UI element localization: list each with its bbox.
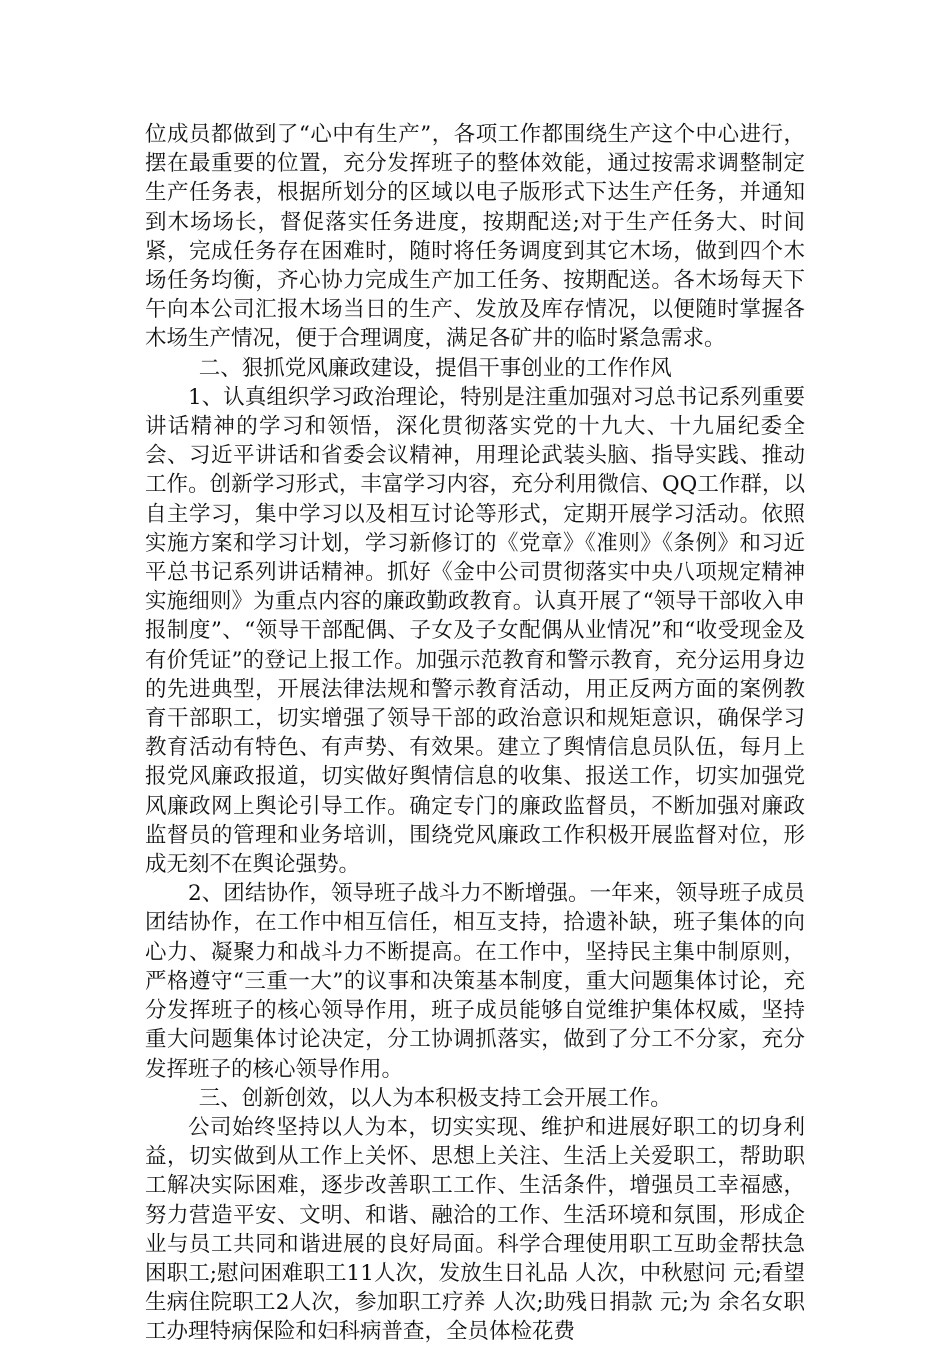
section-heading-3: 三、创新创效，以人为本积极支持工会开展工作。 [198, 1085, 672, 1111]
document-page [145, 120, 805, 1347]
paragraph-item-2: 2、团结协作，领导班子战斗力不断增强。一年来，领导班子成员团结协作，在工作中相互信任，相互支持，拾遗补缺，班子集体的向心力、凝聚力和战斗力不断提高。在工作中，坚持民主集中制原则，严格遵守“三重一大”的议事和决策基本制度，重大问题集体讨论，充分发挥班子的核心领导作用，班子成员能够自觉维护集体权威，坚持重大问题集体讨论决定，分工协调抓落实，做到了分工不分家，充分发挥班子的核心领导作用。 [145, 881, 805, 1082]
paragraph-continuation: 位成员都做到了“心中有生产”，各项工作都围绕生产这个中心进行，摆在最重要的位置，充分发挥班子的整体效能，通过按需求调整制定生产任务表，根据所划分的区域以电子版形式下达生产任务，并通知到木场场长，督促落实任务进度，按期配送;对于生产任务大、时间紧，完成任务存在困难时，随时将任务调度到其它木场，做到四个木场任务均衡，齐心协力完成生产加工任务、按期配送。各木场每天下午向本公司汇报木场当日的生产、发放及库存情况，以便随时掌握各木场生产情况，便于合理调度，满足各矿井的临时紧急需求。 [145, 122, 805, 352]
paragraph-item-3: 公司始终坚持以人为本，切实实现、维护和进展好职工的切身利益，切实做到从工作上关怀、思想上关注、生活上关爱职工，帮助职工解决实际困难，逐步改善职工工作、生活条件，增强员工幸福感，努力营造平安、文明、和谐、融洽的工作、生活环境和氛围，形成企业与员工共同和谐进展的良好局面。科学合理使用职工互助金帮扶急困职工;慰问困难职工11人次，发放生日礼品 人次，中秋慰问 元;看望生病住院职工2人次，参加职工疗养 人次;助残日捐款 元;为 余名女职工办理特病保险和妇科病普查，全员体检花费 [145, 1114, 805, 1345]
section-heading-2: 二、狠抓党风廉政建设，提倡干事创业的工作作风 [198, 355, 672, 381]
paragraph-item-1: 1、认真组织学习政治理论，特别是注重加强对习总书记系列重要讲话精神的学习和领悟，深化贯彻落实党的十九大、十九届纪委全会、习近平讲话和省委会议精神，用理论武装头脑、指导实践、推动工作。创新学习形式，丰富学习内容，充分利用微信、QQ工作群，以自主学习，集中学习以及相互讨论等形式，定期开展学习活动。依照实施方案和学习计划，学习新修订的《党章》《准则》《条例》和习近平总书记系列讲话精神。抓好《金中公司贯彻落实中央八项规定精神实施细则》为重点内容的廉政勤政教育。认真开展了“领导干部收入申报制度”、“领导干部配偶、子女及子女配偶从业情况”和“收受现金及有价凭证”的登记上报工作。加强示范教育和警示教育，充分运用身边的先进典型，开展法律法规和警示教育活动，用正反两方面的案例教育干部职工，切实增强了领导干部的政治意识和规矩意识，确保学习教育活动有特色、有声势、有效果。建立了舆情信息员队伍，每月上报党风廉政报道，切实做好舆情信息的收集、报送工作，切实加强党风廉政网上舆论引导工作。确定专门的廉政监督员，不断加强对廉政监督员的管理和业务培训，围绕党风廉政工作积极开展监督对位，形成无刻不在舆论强势。 [145, 384, 805, 878]
